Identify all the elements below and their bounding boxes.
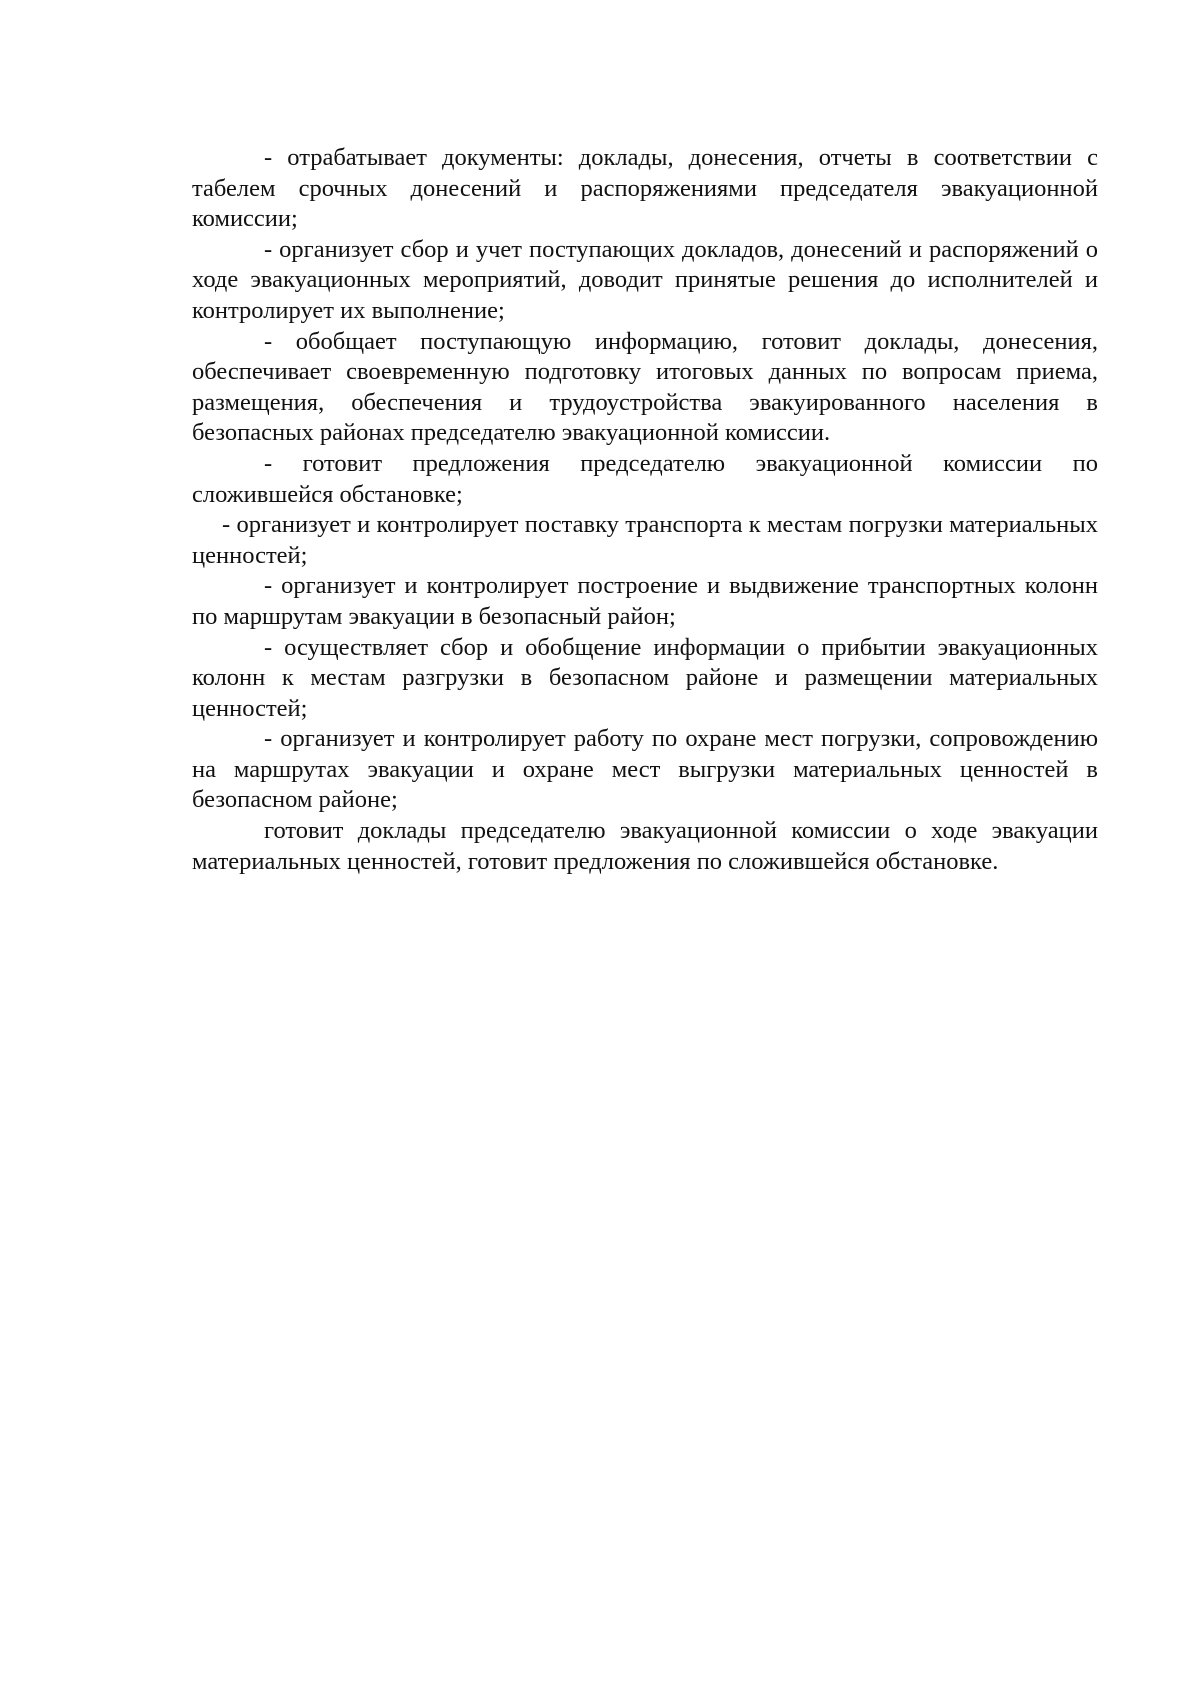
document-body <box>192 143 1098 877</box>
paragraph-8: - организует и контролирует работу по охране мест погрузки, сопровождению на маршрутах эвакуации и охране мест выгрузки материальных ценностей в безопасном районе; <box>192 725 1098 814</box>
paragraph-9: готовит доклады председателю эвакуационной комиссии о ходе эвакуации материальных ценностей, готовит предложения по сложившейся обстановке. <box>192 817 1098 875</box>
paragraph-6: - организует и контролирует построение и выдвижение транспортных колонн по маршрутам эвакуации в безопасный район; <box>192 572 1098 630</box>
paragraph-7: - осуществляет сбор и обобщение информации о прибытии эвакуационных колонн к местам разгрузки в безопасном районе и размещении материальных ценностей; <box>192 633 1098 722</box>
paragraph-3: - обобщает поступающую информацию, готовит доклады, донесения, обеспечивает своевременную подготовку итоговых данных по вопросам приема, размещения, обеспечения и трудоустройства эвакуированного населения в безопасных районах председателю эвакуационной комиссии. <box>192 327 1098 447</box>
paragraph-5: - организует и контролирует поставку транспорта к местам погрузки материальных ценностей; <box>192 511 1098 569</box>
paragraph-1: - отрабатывает документы: доклады, донесения, отчеты в соответствии с табелем срочных донесений и распоряжениями председателя эвакуационной комиссии; <box>192 144 1098 233</box>
paragraph-4: - готовит предложения председателю эвакуационной комиссии по сложившейся обстановке; <box>192 449 1098 508</box>
paragraph-2: - организует сбор и учет поступающих докладов, донесений и распоряжений о ходе эвакуационных мероприятий, доводит принятые решения до исполнителей и контролирует их выполнение; <box>192 235 1098 324</box>
